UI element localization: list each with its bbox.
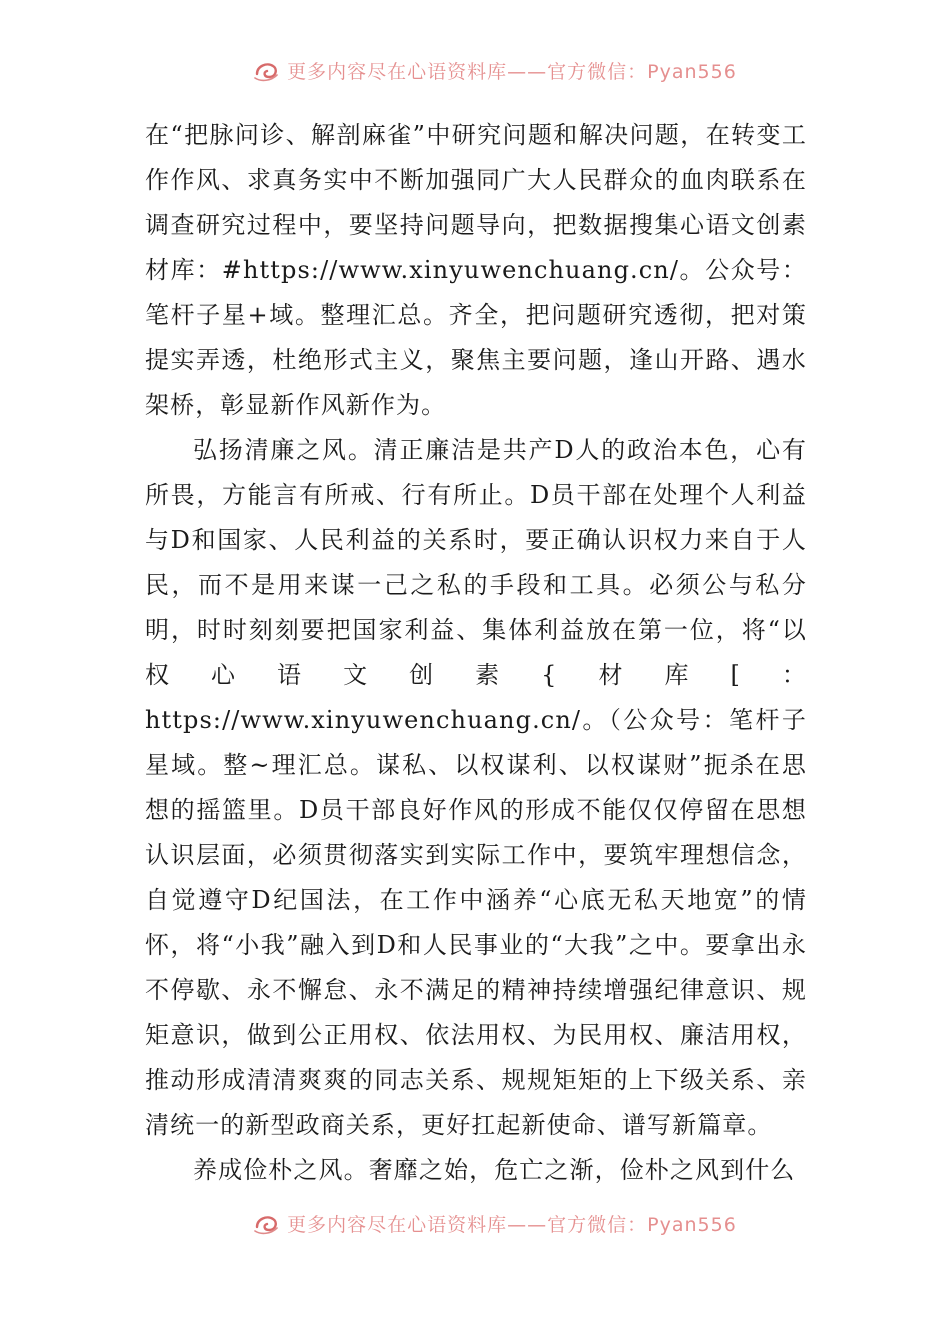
header-watermark-text: 更多内容尽在心语资料库——官方微信：Pyan556 bbox=[287, 61, 737, 82]
footer-watermark-text: 更多内容尽在心语资料库——官方微信：Pyan556 bbox=[287, 1214, 737, 1235]
swirl-logo-icon bbox=[253, 1213, 281, 1235]
paragraph-frugality: 养成俭朴之风。奢靡之始，危亡之渐，俭朴之风到什么 bbox=[193, 1156, 796, 1184]
paragraph-integrity: 弘扬清廉之风。清正廉洁是共产D人的政治本色，心有所畏，方能言有所戒、行有所止。D员干部在处理个人利益与D和国家、人民利益的关系时，要正确认识权力来自于人民，而不是用来谋一己之私的手段和工具。必须公与私分明，时时刻刻要把国家利益、集体利益放在第一位，将“以权心语文创素{材库[：https://www.xinyuwenchuang.cn/。（公众号：笔杆子星域。整~理汇总。谋私、以权谋利、以权谋财”扼杀在思想的摇篮里。D员干部良好作风的形成不能仅仅停留在思想认识层面，必须贯彻落实到实际工作中，要筑牢理想信念，自觉遵守D纪国法，在工作中涵养“心底无私天地宽”的情怀，将“小我”融入到D和人民事业的“大我”之中。要拿出永不停歇、永不懈怠、永不满足的精神持续增强纪律意识、规矩意识，做到公正用权、依法用权、为民用权、廉洁用权，推动形成清清爽爽的同志关系、规规矩矩的上下级关系、亲清统一的新型政商关系，更好扛起新使命、谱写新篇章。 bbox=[145, 436, 807, 1139]
paragraph-research: 在“把脉问诊、解剖麻雀”中研究问题和解决问题，在转变工作作风、求真务实中不断加强同广大人民群众的血肉联系在调查研究过程中，要坚持问题导向，把数据搜集心语文创素材库：#https://www.xinyuwenchuang.cn/。公众号：笔杆子星+域。整理汇总。齐全，把问题研究透彻，把对策提实弄透，杜绝形式主义，聚焦主要问题，逢山开路、遇水架桥，彰显新作风新作为。 bbox=[145, 121, 807, 419]
swirl-logo-icon bbox=[253, 60, 281, 82]
footer-watermark bbox=[253, 1209, 737, 1235]
header-watermark-banner bbox=[0, 50, 950, 82]
footer-watermark-banner bbox=[0, 1203, 950, 1235]
header-watermark bbox=[253, 56, 737, 82]
document-body bbox=[145, 113, 807, 1193]
